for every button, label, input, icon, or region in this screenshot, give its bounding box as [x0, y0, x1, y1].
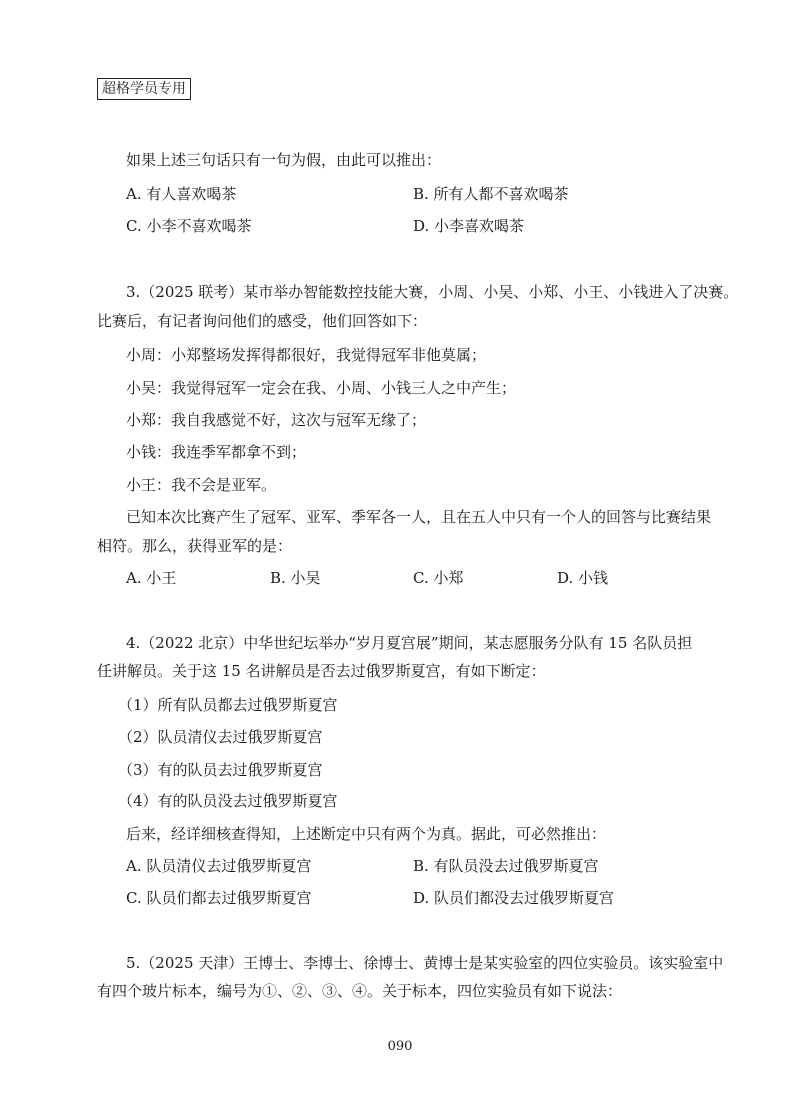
student-only-tag: 超格学员专用	[97, 78, 191, 100]
q2-option-d: D. 小李喜欢喝茶	[413, 217, 525, 235]
q3-statement-4: 小钱：我连季军都拿不到；	[126, 443, 307, 461]
q3-option-a: A. 小王	[126, 569, 177, 587]
q4-stem-line-2: 任讲解员。关于这 15 名讲解员是否去过俄罗斯夏宫，有如下断定：	[97, 662, 546, 680]
q3-statement-1: 小周：小郑整场发挥得都很好，我觉得冠军非他莫属；	[126, 346, 487, 364]
q3-option-d: D. 小钱	[557, 569, 609, 587]
q3-stem-line-2: 比赛后，有记者询问他们的感受，他们回答如下：	[97, 312, 428, 330]
q3-statement-5: 小王：我不会是亚军。	[126, 476, 277, 494]
q3-statement-3: 小郑：我自我感觉不好，这次与冠军无缘了；	[126, 411, 427, 429]
q4-option-a: A. 队员清仪去过俄罗斯夏宫	[126, 857, 312, 875]
q3-statement-2: 小吴：我觉得冠军一定会在我、小周、小钱三人之中产生；	[126, 379, 517, 397]
q2-option-c: C. 小李不喜欢喝茶	[126, 217, 252, 235]
q5-stem-line-2: 有四个玻片标本，编号为①、②、③、④。关于标本，四位实验员有如下说法：	[97, 982, 623, 1000]
q4-statement-4: （4）有的队员没去过俄罗斯夏宫	[118, 792, 338, 810]
q2-option-a: A. 有人喜欢喝茶	[126, 185, 237, 203]
q3-stem-line-1: 3.（2025 联考）某市举办智能数控技能大赛，小周、小吴、小郑、小王、小钱进入了决赛。	[126, 283, 739, 301]
q4-stem-line-1: 4.（2022 北京）中华世纪坛举办“岁月夏宫展”期间，某志愿服务分队有 15 名队员担	[126, 634, 693, 652]
q3-option-c: C. 小郑	[413, 569, 464, 587]
q4-statement-3: （3）有的队员去过俄罗斯夏宫	[118, 761, 323, 779]
q4-question: 后来，经详细核查得知，上述断定中只有两个为真。据此，可必然推出：	[126, 825, 607, 843]
q2-stem: 如果上述三句话只有一句为假，由此可以推出：	[126, 151, 442, 169]
q3-question-line-2: 相符。那么，获得亚军的是：	[97, 537, 293, 555]
page-number: 090	[387, 1039, 413, 1054]
q4-option-d: D. 队员们都没去过俄罗斯夏宫	[413, 889, 615, 907]
q5-stem-line-1: 5.（2025 天津）王博士、李博士、徐博士、黄博士是某实验室的四位实验员。该实验室中	[126, 954, 724, 972]
q4-option-c: C. 队员们都去过俄罗斯夏宫	[126, 889, 312, 907]
q4-statement-1: （1）所有队员都去过俄罗斯夏宫	[118, 696, 338, 714]
q4-statement-2: （2）队员清仪去过俄罗斯夏宫	[118, 728, 323, 746]
q3-question-line-1: 已知本次比赛产生了冠军、亚军、季军各一人，且在五人中只有一个人的回答与比赛结果	[126, 508, 712, 526]
q2-option-b: B. 所有人都不喜欢喝茶	[413, 185, 569, 203]
q4-option-b: B. 有队员没去过俄罗斯夏宫	[413, 857, 599, 875]
q3-option-b: B. 小吴	[270, 569, 321, 587]
